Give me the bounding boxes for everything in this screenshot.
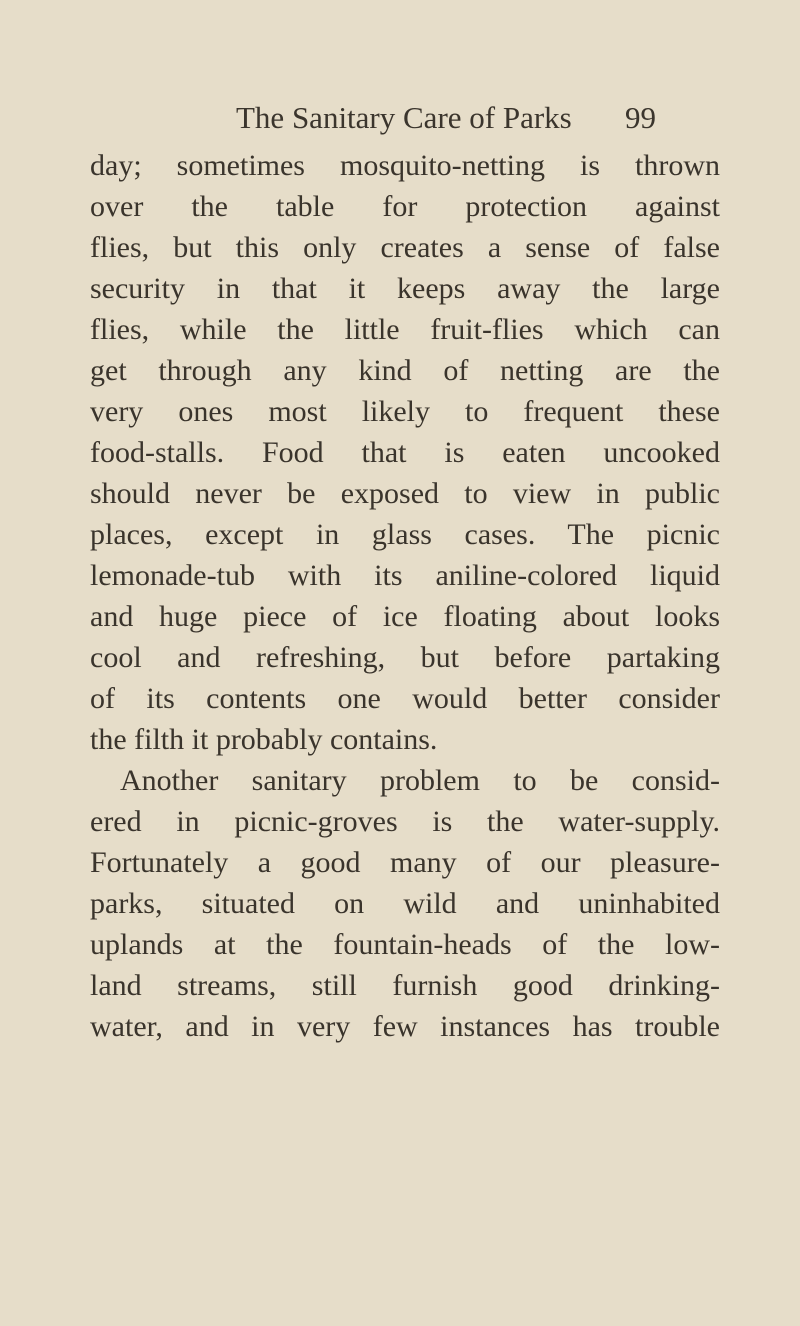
paragraph-start-line: Another sanitary problem to be consid- bbox=[120, 764, 720, 797]
text-line: flies, but this only creates a sense of false bbox=[90, 231, 720, 264]
text-line: places, except in glass cases. The picnic bbox=[90, 518, 720, 551]
text-line: food-stalls. Food that is eaten uncooked bbox=[90, 436, 720, 469]
text-line: water, and in very few instances has trouble bbox=[90, 1010, 720, 1043]
running-head bbox=[236, 98, 656, 138]
text-line: of its contents one would better consider bbox=[90, 682, 720, 715]
paragraph-end-line: the filth it probably contains. bbox=[90, 723, 438, 756]
text-line: day; sometimes mosquito-netting is thrown bbox=[90, 149, 720, 182]
text-line: lemonade-tub with its aniline-colored liquid bbox=[90, 559, 720, 592]
text-line: ered in picnic-groves is the water-supply. bbox=[90, 805, 720, 838]
text-line: parks, situated on wild and uninhabited bbox=[90, 887, 720, 920]
running-head-title: The Sanitary Care of Parks bbox=[236, 100, 572, 135]
text-line: should never be exposed to view in public bbox=[90, 477, 720, 510]
text-line: uplands at the fountain-heads of the low- bbox=[90, 928, 720, 961]
text-line: cool and refreshing, but before partaking bbox=[90, 641, 720, 674]
text-line: flies, while the little fruit-flies which can bbox=[90, 313, 720, 346]
text-line: over the table for protection against bbox=[90, 190, 720, 223]
text-line: and huge piece of ice floating about looks bbox=[90, 600, 720, 633]
text-line: land streams, still furnish good drinking- bbox=[90, 969, 720, 1002]
page-number: 99 bbox=[625, 100, 656, 135]
body-text bbox=[90, 145, 720, 1047]
text-line: get through any kind of netting are the bbox=[90, 354, 720, 387]
text-line: very ones most likely to frequent these bbox=[90, 395, 720, 428]
text-line: Fortunately a good many of our pleasure- bbox=[90, 846, 720, 879]
text-line: security in that it keeps away the large bbox=[90, 272, 720, 305]
